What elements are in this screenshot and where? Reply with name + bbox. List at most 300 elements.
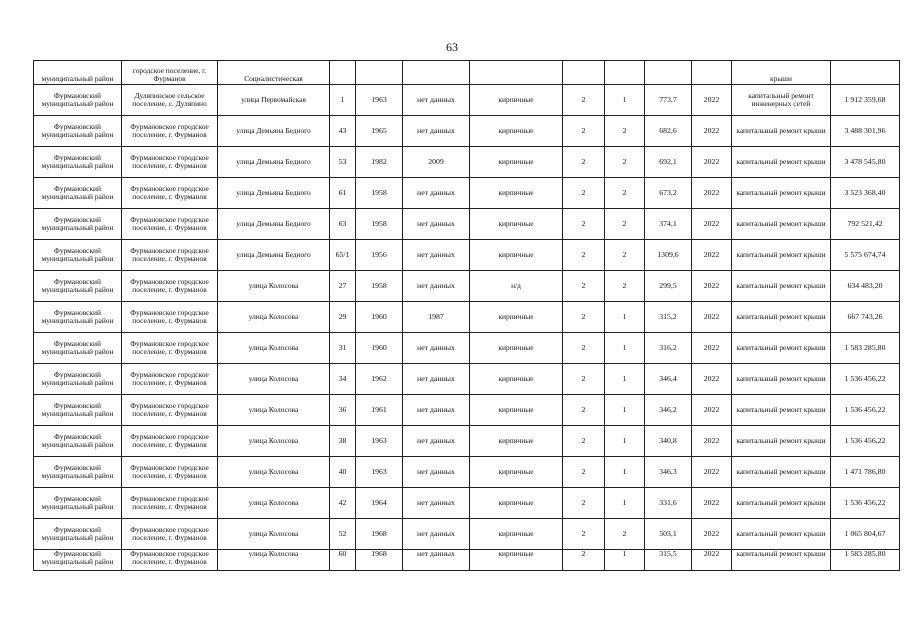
cell-year-built [356,488,403,519]
cell-area [645,395,692,426]
cell-settlement [122,209,218,240]
cell-text: 1 [622,498,627,507]
cell-text: 2 [622,281,627,290]
cell-text: кирпичные [498,343,534,352]
cell-street [218,61,330,85]
cell-text [331,62,354,84]
cell-wall [470,116,563,147]
cell-text: улица Колосова [248,405,299,414]
cell-cost [831,209,900,240]
cell-cost [831,519,900,550]
cell-district [34,550,122,571]
cell-text: 346,3 [659,467,677,476]
cell-text: улица Колосова [248,550,299,558]
cell-area [645,457,692,488]
cell-text: 42 [338,498,347,507]
cell-year-plan [692,209,732,240]
cell-text: 2022 [703,188,720,197]
cell-settlement [122,147,218,178]
cell-text: Фурмановский муниципальный район [41,277,114,294]
cell-text: Социалистическая [244,74,303,84]
cell-text: кирпичные [498,498,534,507]
cell-text: 3 478 545,80 [844,157,886,166]
cell-district [34,457,122,488]
cell-street [218,550,330,571]
cell-text: 1 583 285,80 [844,343,886,352]
cell-entrances [605,271,645,302]
cell-settlement [122,85,218,116]
cell-settlement [122,302,218,333]
cell-floors [563,426,605,457]
cell-text: 1 [622,405,627,414]
cell-text: 2009 [428,157,444,166]
cell-cost [831,488,900,519]
cell-text: 1 [622,343,627,352]
cell-text: 2 [581,529,586,538]
cell-text: Фурмановский муниципальный район [41,339,114,356]
cell-cost [831,85,900,116]
cell-text: капитальный ремонт крыши [736,157,826,166]
cell-text: 1987 [428,312,444,321]
cell-text: 2022 [703,529,720,538]
page-number: 63 [446,40,458,54]
cell-floors [563,147,605,178]
cell-text: 2022 [703,250,720,259]
cell-text: Фурмановское городское поселение, г. Фурманов [130,550,209,567]
table-row [34,147,900,178]
cell-settlement [122,395,218,426]
cell-text: Фурмановский муниципальный район [41,432,114,449]
cell-district [34,519,122,550]
cell-text: Фурмановское городское поселение, г. Фурманов [130,122,209,139]
cell-area [645,519,692,550]
cell-year-repair [403,550,470,571]
cell-area [645,61,692,85]
cell-text: 2022 [703,219,720,228]
cell-text: 2022 [703,467,720,476]
cell-settlement [122,333,218,364]
cell-work [732,178,831,209]
cell-area [645,240,692,271]
cell-text: улица Демьяна Бедного [236,126,311,135]
cell-year-repair [403,302,470,333]
cell-text: 1 536 456,22 [844,374,886,383]
table-row [34,488,900,519]
cell-floors [563,178,605,209]
cell-year-built [356,116,403,147]
cell-wall [470,271,563,302]
cell-cost [831,240,900,271]
cell-entrances [605,395,645,426]
cell-wall [470,550,563,571]
cell-text: 1964 [371,498,387,507]
cell-work [732,550,831,571]
cell-text: нет данных [417,219,455,228]
cell-street [218,364,330,395]
cell-work [732,364,831,395]
cell-text: кирпичные [498,250,534,259]
cell-floors [563,457,605,488]
cell-district [34,271,122,302]
cell-text: н/д [511,281,521,290]
cell-settlement [122,426,218,457]
cell-wall [470,240,563,271]
cell-text: 2 [622,219,627,228]
cell-work [732,488,831,519]
cell-house [330,116,356,147]
cell-text: улица Демьяна Бедного [236,188,311,197]
cell-text: капитальный ремонт крыши [736,312,826,321]
cell-text: нет данных [417,374,455,383]
cell-text [606,62,643,84]
cell-text: 2 [581,550,586,558]
cell-year-built [356,61,403,85]
cell-entrances [605,364,645,395]
cell-year-built [356,550,403,571]
cell-house [330,550,356,571]
cell-text: 43 [338,126,347,135]
cell-text: улица Колосова [248,281,299,290]
cell-area [645,271,692,302]
cell-text: капитальный ремонт крыши [736,250,826,259]
cell-text: Фурмановский муниципальный район [41,91,114,108]
cell-text: 2 [581,343,586,352]
cell-text: 1968 [371,529,387,538]
cell-text: 1 583 285,80 [844,550,886,558]
cell-text: кирпичные [498,436,534,445]
cell-text: Фурмановское городское поселение, г. Фурманов [130,153,209,170]
cell-text: улица Демьяна Бедного [236,157,311,166]
cell-cost [831,271,900,302]
cell-text: нет данных [417,250,455,259]
cell-year-repair [403,488,470,519]
cell-text: 503,1 [659,529,677,538]
cell-wall [470,519,563,550]
cell-text: нет данных [417,550,455,558]
cell-text: Дуляпинское сельское поселение, с. Дуляпино [132,91,207,108]
cell-text: 340,8 [659,436,677,445]
cell-text: 1958 [371,219,387,228]
cell-street [218,395,330,426]
cell-text: 2 [581,436,586,445]
cell-year-built [356,209,403,240]
cell-district [34,147,122,178]
cell-text: 1 536 456,22 [844,436,886,445]
cell-text: 2022 [703,405,720,414]
cell-text: 1963 [371,95,387,104]
cell-text: нет данных [417,95,455,104]
cell-text: капитальный ремонт крыши [736,529,826,538]
cell-entrances [605,178,645,209]
cell-year-repair [403,209,470,240]
cell-wall [470,178,563,209]
cell-text: 1 [622,95,627,104]
cell-entrances [605,61,645,85]
cell-text: кирпичные [498,188,534,197]
cell-text: Фурмановский муниципальный район [41,525,114,542]
cell-text: кирпичные [498,405,534,414]
cell-street [218,85,330,116]
cell-text: 773,7 [659,95,677,104]
cell-work [732,333,831,364]
cell-year-plan [692,147,732,178]
cell-text: 2022 [703,126,720,135]
cell-text: нет данных [417,343,455,352]
cell-text: 1960 [371,312,387,321]
cell-area [645,426,692,457]
cell-text: Фурмановское городское поселение, г. Фурманов [130,432,209,449]
cell-year-plan [692,333,732,364]
cell-year-built [356,519,403,550]
cell-text: 1309,6 [657,250,679,259]
cell-text: капитальный ремонт крыши [736,498,826,507]
cell-text: капитальный ремонт крыши [736,436,826,445]
cell-text [646,62,690,84]
cell-street [218,519,330,550]
cell-year-plan [692,85,732,116]
cell-year-plan [692,426,732,457]
cell-text: 2 [581,188,586,197]
cell-text: капитальный ремонт крыши [736,126,826,135]
cell-text: кирпичные [498,157,534,166]
cell-work [732,61,831,85]
cell-house [330,519,356,550]
cell-text: 2022 [703,498,720,507]
cell-entrances [605,147,645,178]
cell-work [732,240,831,271]
table-row [34,333,900,364]
table-body [34,61,900,571]
cell-text [693,62,730,84]
cell-house [330,61,356,85]
cell-area [645,302,692,333]
cell-text: 1 [622,467,627,476]
cell-text: 60 [338,550,347,558]
cell-text [471,62,561,84]
cell-work [732,519,831,550]
table-row [34,209,900,240]
cell-text: 1968 [371,550,387,558]
cell-floors [563,550,605,571]
cell-text: 1 471 786,80 [844,467,886,476]
cell-text: 1960 [371,343,387,352]
cell-area [645,488,692,519]
cell-text: 52 [338,529,347,538]
cell-settlement [122,457,218,488]
cell-year-repair [403,395,470,426]
cell-text: 667 743,26 [847,312,883,321]
cell-year-plan [692,488,732,519]
cell-settlement [122,364,218,395]
cell-entrances [605,302,645,333]
cell-text: капитальный ремонт крыши [736,405,826,414]
cell-cost [831,147,900,178]
cell-text: кирпичные [498,219,534,228]
cell-text: кирпичные [498,467,534,476]
cell-text: 2022 [703,343,720,352]
cell-district [34,178,122,209]
cell-year-repair [403,426,470,457]
cell-text: крыши [770,74,792,84]
cell-text: 5 575 674,74 [844,250,886,259]
cell-text: капитальный ремонт крыши [736,374,826,383]
cell-settlement [122,519,218,550]
cell-year-repair [403,457,470,488]
cell-text: улица Колосова [248,498,299,507]
cell-house [330,209,356,240]
cell-year-repair [403,240,470,271]
cell-text: капитальный ремонт инженерных сетей [748,91,814,108]
cell-settlement [122,61,218,85]
cell-street [218,240,330,271]
cell-floors [563,395,605,426]
cell-year-built [356,240,403,271]
cell-floors [563,271,605,302]
cell-district [34,116,122,147]
cell-text: 331,6 [659,498,677,507]
cell-year-plan [692,550,732,571]
cell-text: 2 [581,250,586,259]
cell-text: 2022 [703,95,720,104]
cell-text: 1 536 456,22 [844,498,886,507]
cell-work [732,457,831,488]
housing-repair-table [33,60,900,571]
cell-cost [831,178,900,209]
cell-text: Фурмановский муниципальный район [41,308,114,325]
cell-text: капитальный ремонт крыши [736,281,826,290]
cell-text: улица Демьяна Бедного [236,250,311,259]
cell-text: Фурмановское городское поселение, г. Фурманов [130,494,209,511]
cell-year-repair [403,333,470,364]
cell-text: 315,5 [659,550,677,558]
cell-year-built [356,178,403,209]
cell-street [218,302,330,333]
cell-text: 2 [622,529,627,538]
cell-text: 2 [622,126,627,135]
cell-district [34,395,122,426]
cell-wall [470,426,563,457]
cell-text: кирпичные [498,95,534,104]
cell-text: 61 [338,188,347,197]
cell-text: капитальный ремонт крыши [736,467,826,476]
cell-text: Фурмановский муниципальный район [41,246,114,263]
cell-text: улица Первомайская [241,95,306,104]
cell-area [645,116,692,147]
cell-text: улица Колосова [248,529,299,538]
cell-year-built [356,426,403,457]
cell-text: 346,4 [659,374,677,383]
cell-area [645,333,692,364]
cell-text: 2 [581,312,586,321]
cell-street [218,147,330,178]
cell-floors [563,240,605,271]
cell-entrances [605,85,645,116]
cell-text: 673,2 [659,188,677,197]
cell-text: кирпичные [498,550,534,558]
cell-text: 27 [338,281,347,290]
cell-year-plan [692,364,732,395]
cell-text: 65/1 [335,250,350,259]
cell-text: Фурмановское городское поселение, г. Фурманов [130,215,209,232]
cell-area [645,209,692,240]
cell-text: Фурмановское городское поселение, г. Фурманов [130,463,209,480]
cell-year-plan [692,457,732,488]
cell-text: 792 521,42 [847,219,883,228]
cell-floors [563,364,605,395]
cell-year-plan [692,395,732,426]
cell-house [330,302,356,333]
cell-text: кирпичные [498,126,534,135]
cell-entrances [605,333,645,364]
cell-year-repair [403,147,470,178]
cell-entrances [605,457,645,488]
cell-street [218,271,330,302]
cell-text: 1 536 456,22 [844,405,886,414]
cell-year-plan [692,61,732,85]
cell-text: 2 [622,250,627,259]
cell-text: Фурмановский муниципальный район [41,184,114,201]
cell-floors [563,488,605,519]
cell-text: 316,2 [659,343,677,352]
cell-text [357,62,401,84]
cell-year-plan [692,271,732,302]
cell-text: капитальный ремонт крыши [736,550,826,558]
table-row [34,395,900,426]
cell-text: улица Демьяна Бедного [236,219,311,228]
cell-text: кирпичные [498,529,534,538]
cell-wall [470,209,563,240]
cell-year-built [356,364,403,395]
cell-text: 2022 [703,281,720,290]
cell-text: 63 [338,219,347,228]
cell-settlement [122,488,218,519]
cell-text: улица Колосова [248,374,299,383]
cell-text: 692,1 [659,157,677,166]
cell-cost [831,550,900,571]
cell-text: Фурмановское городское поселение, г. Фурманов [130,525,209,542]
cell-text: Фурмановское городское поселение, г. Фурманов [130,401,209,418]
cell-text: 3 488 301,96 [844,126,886,135]
cell-area [645,178,692,209]
cell-text: 2 [581,126,586,135]
cell-house [330,333,356,364]
cell-district [34,488,122,519]
cell-text: 2022 [703,436,720,445]
cell-house [330,178,356,209]
cell-work [732,426,831,457]
cell-entrances [605,240,645,271]
cell-cost [831,116,900,147]
cell-settlement [122,550,218,571]
cell-text: 1963 [371,436,387,445]
cell-year-plan [692,519,732,550]
cell-text: кирпичные [498,312,534,321]
cell-text: Фурмановское городское поселение, г. Фурманов [130,277,209,294]
cell-text: нет данных [417,126,455,135]
cell-house [330,364,356,395]
table-row [34,271,900,302]
cell-text: 315,2 [659,312,677,321]
cell-text: 2 [581,157,586,166]
cell-floors [563,209,605,240]
cell-street [218,116,330,147]
cell-text: Фурмановский муниципальный район [41,401,114,418]
cell-district [34,240,122,271]
cell-work [732,302,831,333]
cell-year-plan [692,116,732,147]
cell-wall [470,395,563,426]
cell-wall [470,364,563,395]
